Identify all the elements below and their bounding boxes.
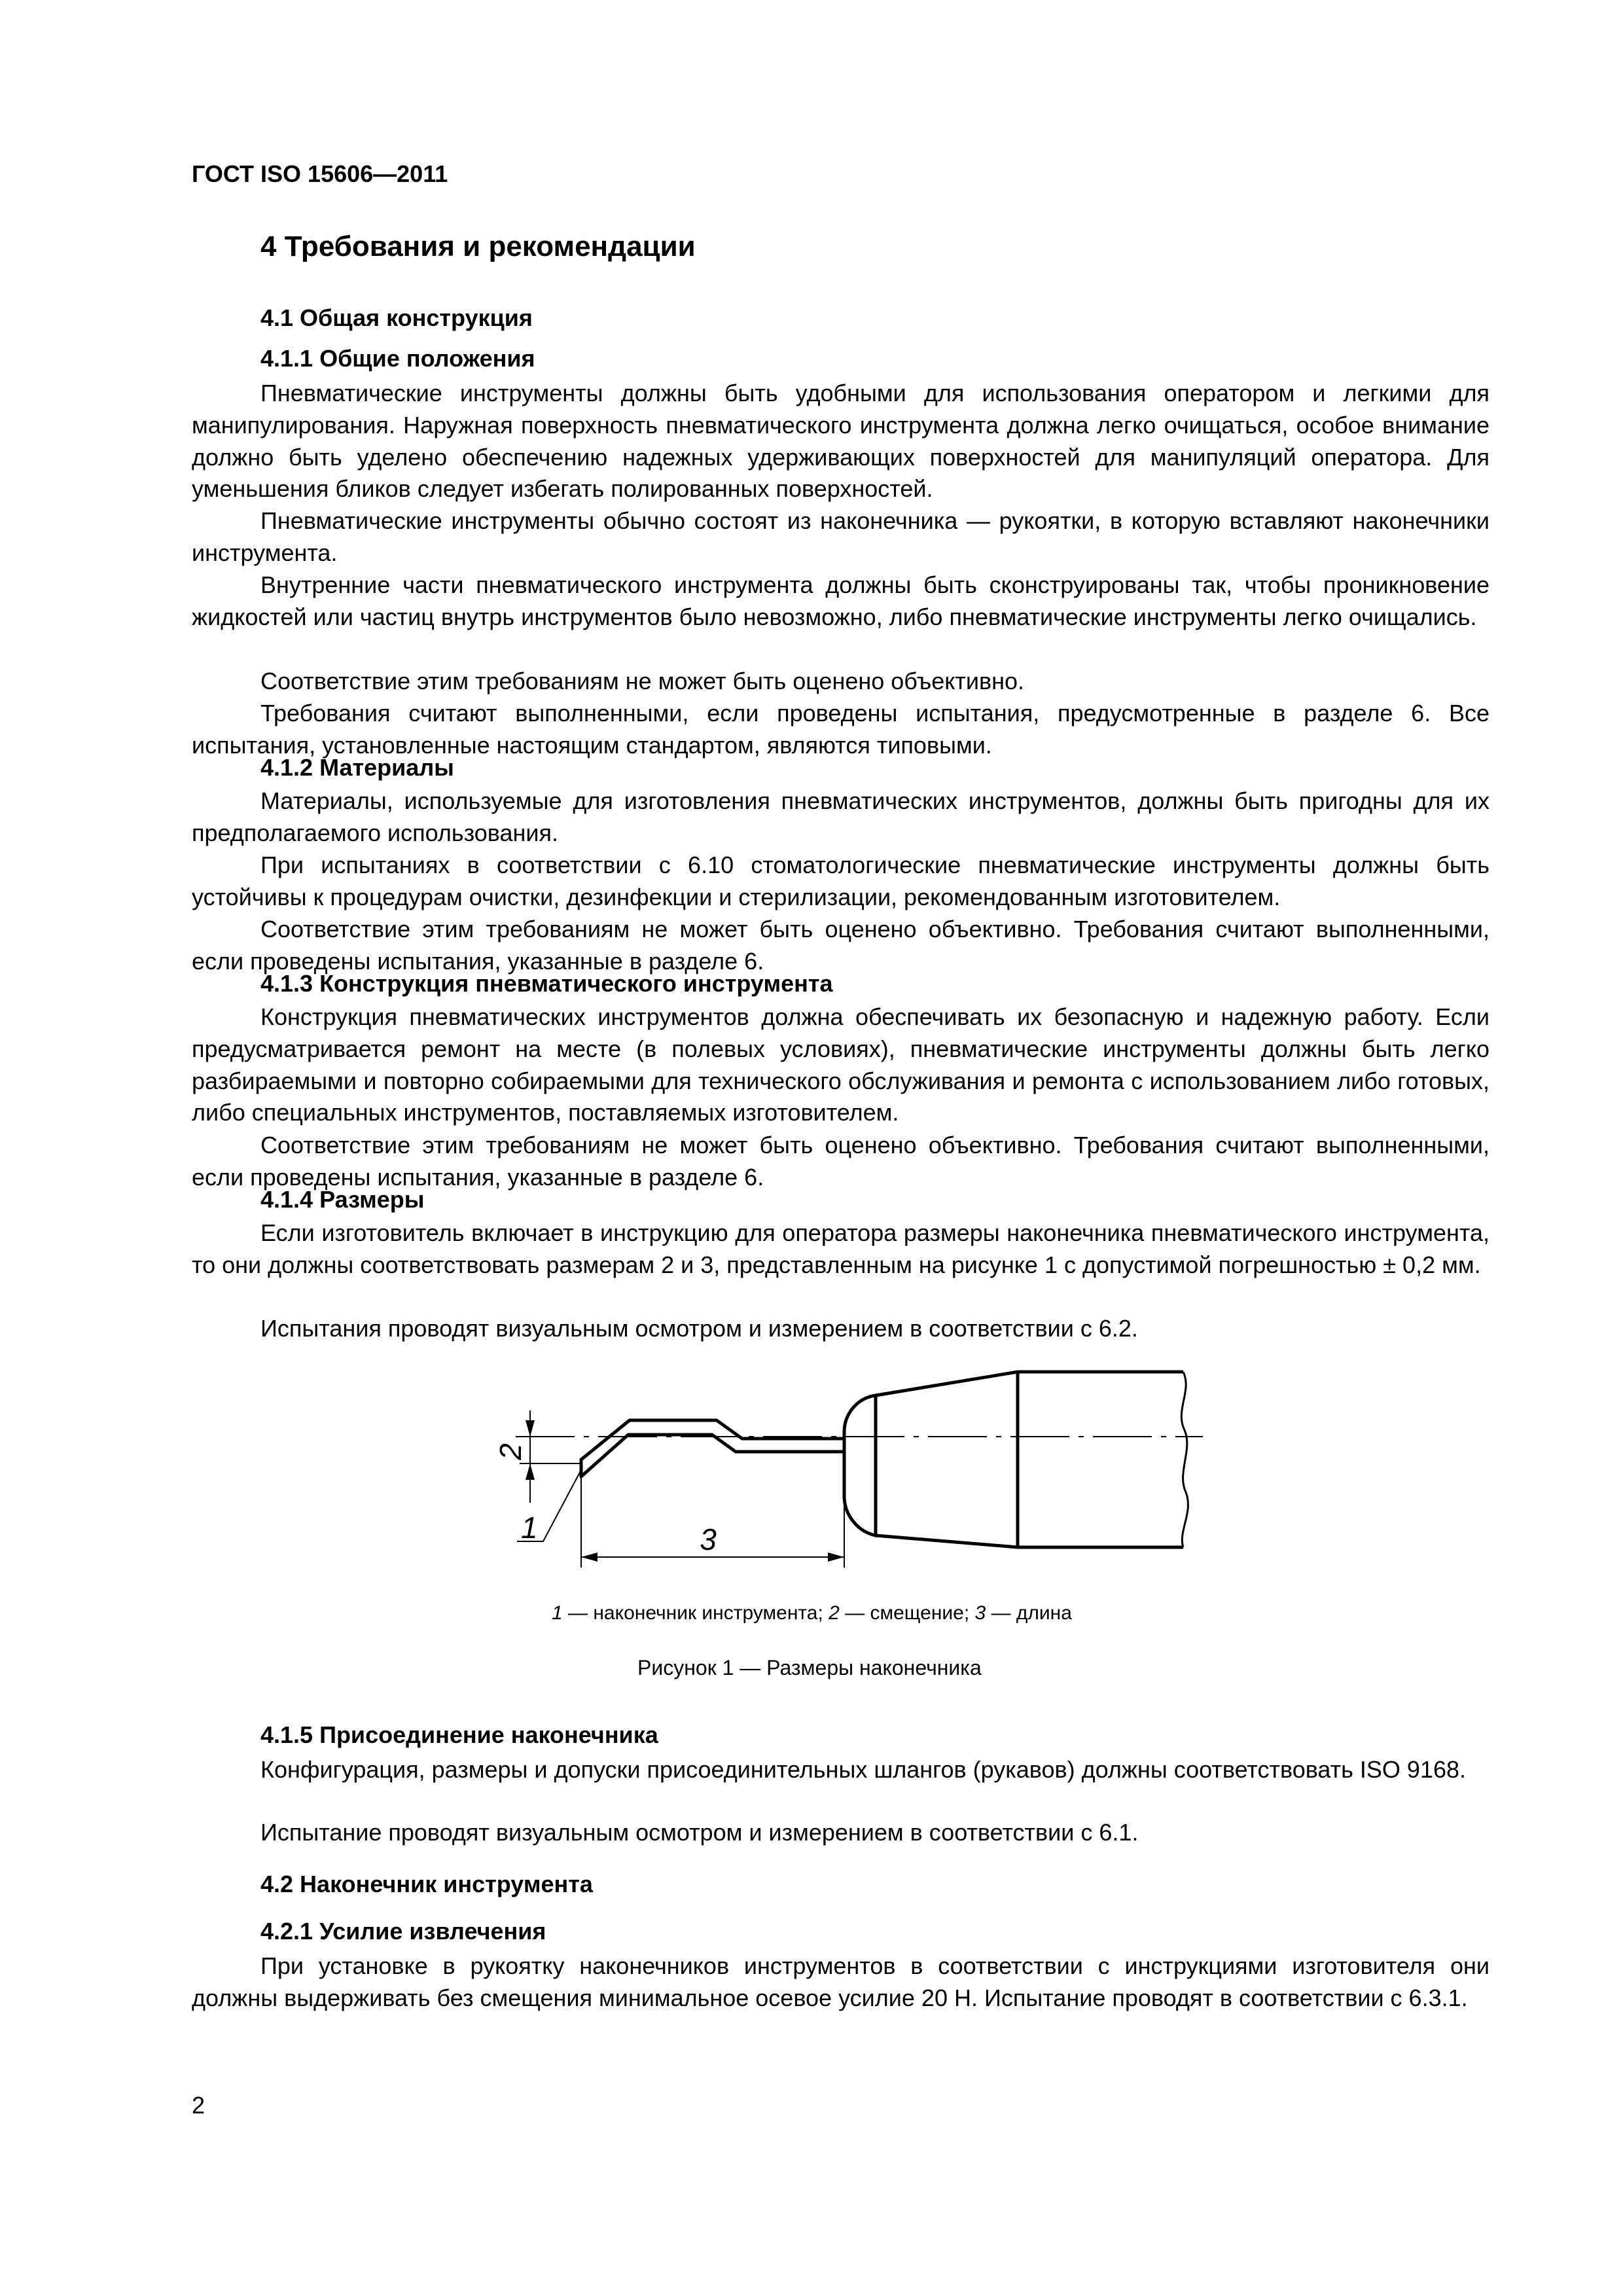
legend-number: 3 — [974, 1602, 986, 1624]
paragraph: При установке в рукоятку наконечников инструментов в соответствии с инструкциями изготовителя они должны выдерживать без смещения минимальное осевое усилие 20 Н. Испытание проводят в соответствии с 6.3.1. — [192, 1952, 1489, 2011]
paragraph: Требования считают выполненными, если проведены испытания, предусмотренные в разделе 6. Все испытания, установленные настоящим стандартом, являются типовыми. — [192, 700, 1489, 759]
arrowhead — [526, 1420, 535, 1437]
heading-4-1: 4.1 Общая конструкция — [260, 304, 533, 331]
section-title: 4 Требования и рекомендации — [260, 230, 696, 262]
legend-number: 1 — [552, 1602, 563, 1624]
document-header: ГОСТ ISO 15606—2011 — [192, 160, 448, 187]
heading-4-1-2: 4.1.2 Материалы — [260, 754, 454, 781]
heading-4-2-1: 4.2.1 Усилие извлечения — [260, 1918, 546, 1945]
label-1: 1 — [521, 1511, 538, 1545]
paragraph: Пневматические инструменты обычно состоят из наконечника — рукоятки, в которую вставляют наконечники инструмента. — [192, 507, 1489, 566]
page-number: 2 — [192, 2092, 205, 2119]
tip-dimensions-figure — [458, 1355, 1243, 1590]
paragraph: Если изготовитель включает в инструкцию для оператора размеры наконечника пневматического инструмента, то они должны соответствовать размерам 2 и 3, представленным на рисунке 1 с допустимой погрешностью ± 0,2 мм. — [192, 1219, 1489, 1278]
tool-tip — [581, 1420, 844, 1477]
arrowhead — [828, 1552, 844, 1562]
nose-cap — [844, 1395, 876, 1535]
arrowhead — [581, 1552, 597, 1562]
label-3: 3 — [700, 1522, 717, 1556]
break-line — [1181, 1372, 1188, 1547]
heading-4-1-3: 4.1.3 Конструкция пневматического инструмента — [260, 970, 833, 997]
figure-legend — [552, 1602, 1072, 1624]
legend-number: 2 — [829, 1602, 840, 1624]
paragraph: Пневматические инструменты должны быть удобными для использования оператором и легкими для манипулирования. Наружная поверхность пневматического инструмента должна легко очищаться, особое внимание должно быть уделено обеспечению надежных удерживающих поверхностей для манипуляций оператора. Для уменьшения бликов следует избегать полированных поверхностей. — [192, 380, 1489, 503]
paragraph: Соответствие этим требованиям не может быть оценено объективно. — [260, 668, 1025, 694]
heading-4-1-4: 4.1.4 Размеры — [260, 1186, 425, 1213]
arrowhead — [526, 1463, 535, 1480]
paragraph: Конструкция пневматических инструментов должна обеспечивать их безопасную и надежную работу. Если предусматривается ремонт на месте (в полевых условиях), пневматические инструменты должны быть легко разбираемыми и повторно собираемыми для технического обслуживания и ремонта с использованием либо готовых, либо специальных инструментов, поставляемых изготовителем. — [192, 1003, 1489, 1126]
paragraph: Испытания проводят визуальным осмотром и измерением в соответствии с 6.2. — [260, 1315, 1138, 1342]
paragraph: Конфигурация, размеры и допуски присоединительных шлангов (рукавов) должны соответствовать ISO 9168. — [260, 1756, 1467, 1783]
paragraph: Соответствие этим требованиям не может быть оценено объективно. Требования считают выполненными, если проведены испытания, указанные в разделе 6. — [192, 916, 1489, 975]
figure-caption: Рисунок 1 — Размеры наконечника — [637, 1656, 982, 1679]
label-2: 2 — [493, 1443, 527, 1460]
heading-4-1-1: 4.1.1 Общие положения — [260, 345, 535, 372]
legend-text: — смещение; — [839, 1602, 975, 1624]
paragraph: Внутренние части пневматического инструмента должны быть сконструированы так, чтобы проникновение жидкостей или частиц внутрь инструментов было невозможно, либо пневматические инструменты легко очищались. — [192, 571, 1489, 630]
handle-outline — [876, 1372, 1183, 1547]
paragraph: Материалы, используемые для изготовления пневматических инструментов, должны быть пригодны для их предполагаемого использования. — [192, 787, 1489, 846]
paragraph: Соответствие этим требованиям не может быть оценено объективно. Требования считают выполненными, если проведены испытания, указанные в разделе 6. — [192, 1132, 1489, 1191]
legend-text: — длина — [986, 1602, 1072, 1624]
heading-4-1-5: 4.1.5 Присоединение наконечника — [260, 1721, 658, 1748]
paragraph: При испытаниях в соответствии с 6.10 стоматологические пневматические инструменты должны быть устойчивы к процедурам очистки, дезинфекции и стерилизации, рекомендованным изготовителем. — [192, 852, 1489, 910]
heading-4-2: 4.2 Наконечник инструмента — [260, 1871, 593, 1897]
paragraph: Испытание проводят визуальным осмотром и измерением в соответствии с 6.1. — [260, 1819, 1139, 1846]
legend-text: — наконечник инструмента; — [562, 1602, 829, 1624]
